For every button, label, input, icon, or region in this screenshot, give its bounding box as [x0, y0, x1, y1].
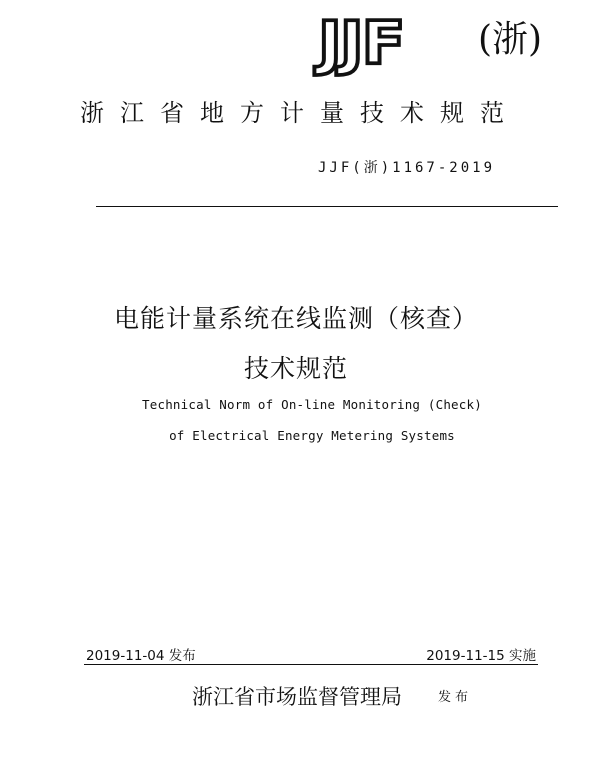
publish-label: 发布	[438, 690, 473, 705]
issuer-title: 浙江省地方计量技术规范	[80, 99, 520, 127]
standard-number: JJF(浙)1167-2019	[318, 160, 496, 176]
title-chinese-line-2: 技术规范	[243, 354, 348, 383]
title-english-line-2: of Electrical Energy Metering Systems	[169, 428, 455, 443]
bottom-divider	[84, 664, 538, 665]
title-chinese-line-1: 电能计量系统在线监测（核查）	[113, 304, 478, 333]
top-divider	[96, 206, 558, 207]
title-english-line-1: Technical Norm of On-line Monitoring (Check)	[142, 397, 482, 412]
province-mark: (浙)	[478, 19, 543, 60]
implementation-date: 2019-11-15 实施	[426, 648, 536, 664]
issue-date: 2019-11-04 发布	[86, 648, 196, 664]
publisher-name: 浙江省市场监督管理局	[192, 685, 402, 709]
jjf-logo: JJF	[318, 9, 404, 78]
